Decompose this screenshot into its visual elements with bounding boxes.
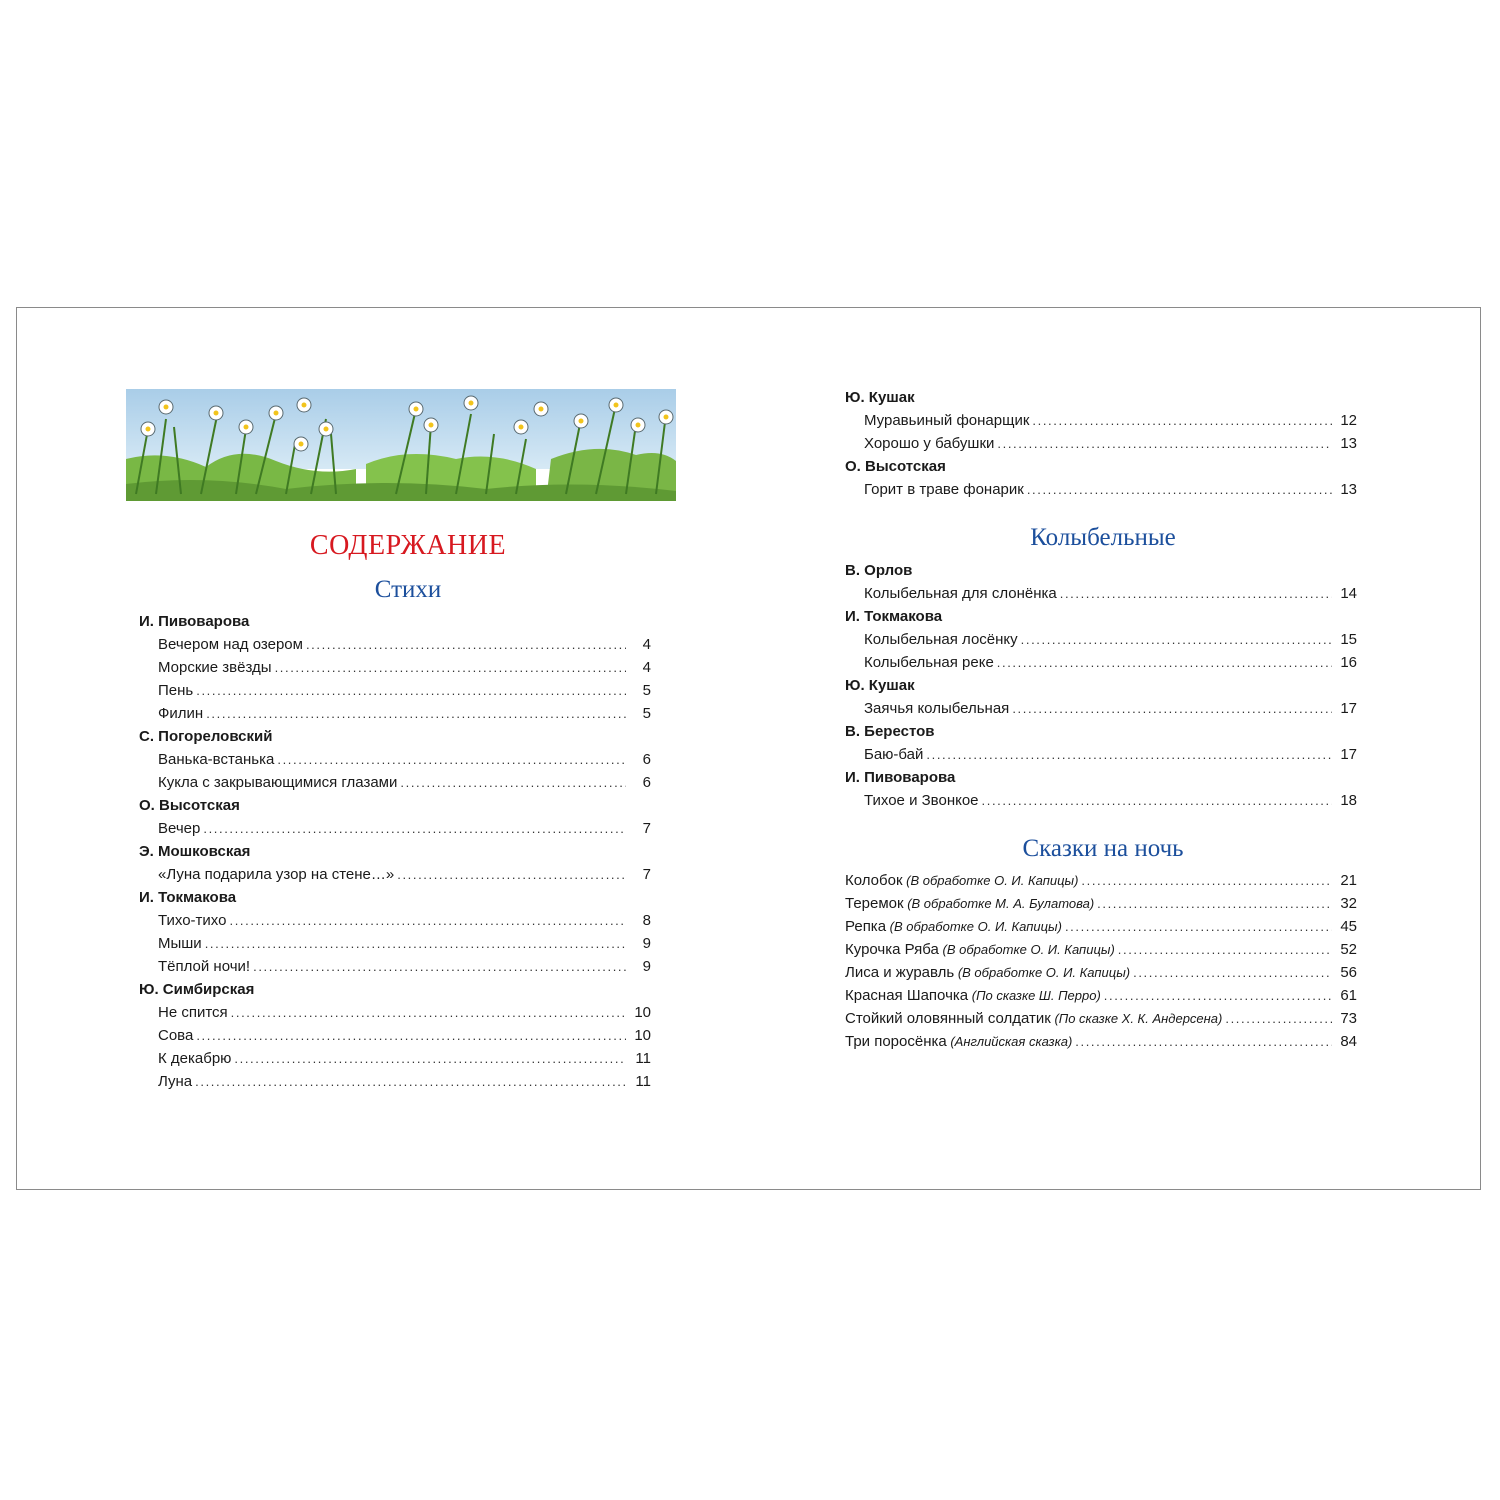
entry-page-number: 4	[642, 636, 651, 653]
toc-entry[interactable]	[845, 651, 1357, 674]
toc-entry[interactable]	[139, 748, 651, 771]
entry-page-number: 61	[1340, 987, 1357, 1004]
entry-note: (В обработке М. А. Булатова)	[903, 896, 1095, 911]
author-name: Ю. Кушак	[845, 389, 915, 406]
entry-title: Курочка Ряба	[845, 941, 939, 958]
entry-page-number: 9	[642, 958, 651, 975]
toc-entry[interactable]	[139, 1024, 651, 1047]
entry-page-number: 10	[634, 1004, 651, 1021]
toc-entry[interactable]	[139, 679, 651, 702]
dot-leader	[1021, 628, 1332, 651]
entry-title: Вечер	[158, 820, 201, 837]
entry-title: Тёплой ночи!	[158, 958, 251, 975]
entry-page-number: 6	[642, 751, 651, 768]
dot-leader	[1027, 478, 1332, 501]
dot-leader	[1104, 984, 1332, 1007]
entry-page-number: 11	[635, 1050, 651, 1067]
entry-page-number: 52	[1340, 941, 1357, 958]
dot-leader	[195, 1070, 626, 1093]
dot-leader	[397, 863, 626, 886]
entry-title: К декабрю	[158, 1050, 232, 1067]
entry-title: Три поросёнка	[845, 1033, 947, 1050]
toc-entry[interactable]	[139, 955, 651, 978]
entry-title: Теремок	[845, 895, 904, 912]
dot-leader	[229, 909, 626, 932]
author-name: В. Орлов	[845, 562, 913, 579]
toc-entry[interactable]	[845, 409, 1357, 432]
dot-leader	[275, 656, 626, 679]
entry-note: (По сказке Ш. Перро)	[968, 988, 1101, 1003]
entry-page-number: 7	[642, 820, 651, 837]
toc-entry[interactable]	[139, 656, 651, 679]
entry-page-number: 8	[642, 912, 651, 929]
dot-leader	[1118, 938, 1332, 961]
toc-entry[interactable]	[845, 628, 1357, 651]
entry-title: Колыбельная для слонёнка	[864, 585, 1057, 602]
toc-tales	[845, 869, 1357, 1053]
author-name: О. Высотская	[845, 458, 946, 475]
entry-title: Кукла с закрывающимися глазами	[158, 774, 398, 791]
toc-entry[interactable]	[845, 478, 1357, 501]
entry-title: Заячья колыбельная	[864, 700, 1010, 717]
toc-entry[interactable]	[845, 961, 1357, 984]
dot-leader	[206, 702, 626, 725]
author-name: И. Токмакова	[845, 608, 943, 625]
toc-poems-left	[139, 610, 651, 1093]
entry-title: Сова	[158, 1027, 194, 1044]
dot-leader	[400, 771, 626, 794]
dot-leader	[203, 817, 626, 840]
toc-entry[interactable]	[845, 789, 1357, 812]
toc-entry[interactable]	[845, 582, 1357, 605]
toc-entry[interactable]	[139, 909, 651, 932]
entry-title: Лиса и журавль	[845, 964, 955, 981]
entry-note: (По сказке Х. К. Андерсена)	[1050, 1011, 1223, 1026]
entry-title: Красная Шапочка	[845, 987, 969, 1004]
toc-entry[interactable]	[845, 869, 1357, 892]
dot-leader	[234, 1047, 626, 1070]
entry-page-number: 56	[1340, 964, 1357, 981]
dot-leader	[231, 1001, 626, 1024]
section-heading-poems: Стихи	[374, 576, 442, 603]
entry-title: Луна	[158, 1073, 193, 1090]
section-heading-lullabies: Колыбельные	[1030, 524, 1176, 551]
entry-title: Стойкий оловянный солдатик	[845, 1010, 1051, 1027]
entry-title: Вечером над озером	[158, 636, 303, 653]
toc-entry[interactable]	[139, 863, 651, 886]
toc-entry[interactable]	[845, 432, 1357, 455]
entry-title: Баю-бай	[864, 746, 924, 763]
toc-entry[interactable]	[139, 633, 651, 656]
entry-title: Морские звёзды	[158, 659, 272, 676]
author-name: С. Погореловский	[139, 728, 273, 745]
toc-entry[interactable]	[139, 932, 651, 955]
dot-leader	[277, 748, 626, 771]
entry-page-number: 5	[642, 705, 651, 722]
toc-lullabies	[845, 559, 1357, 812]
entry-page-number: 5	[642, 682, 651, 699]
entry-title: Муравьиный фонарщик	[864, 412, 1030, 429]
dot-leader	[1065, 915, 1332, 938]
dot-leader	[997, 651, 1332, 674]
toc-entry[interactable]	[139, 771, 651, 794]
entry-note: (В обработке О. И. Капицы)	[954, 965, 1131, 980]
entry-title: Колыбельная реке	[864, 654, 994, 671]
toc-entry[interactable]	[139, 1070, 651, 1093]
entry-note: (Английская сказка)	[946, 1034, 1073, 1049]
dot-leader	[1225, 1007, 1332, 1030]
author-name: Э. Мошковская	[139, 843, 251, 860]
entry-page-number: 18	[1340, 792, 1357, 809]
dot-leader	[1075, 1030, 1332, 1053]
toc-entry[interactable]	[845, 743, 1357, 766]
section-heading-tales: Сказки на ночь	[1022, 835, 1184, 862]
entry-page-number: 4	[642, 659, 651, 676]
page-title: СОДЕРЖАНИЕ	[309, 530, 507, 561]
entry-page-number: 7	[642, 866, 651, 883]
toc-entry[interactable]	[845, 697, 1357, 720]
dot-leader	[997, 432, 1332, 455]
entry-page-number: 14	[1340, 585, 1357, 602]
toc-entry[interactable]	[845, 915, 1357, 938]
entry-page-number: 21	[1340, 872, 1357, 889]
entry-title: Колыбельная лосёнку	[864, 631, 1018, 648]
dot-leader	[306, 633, 626, 656]
entry-title: Горит в траве фонарик	[864, 481, 1024, 498]
author-name: Ю. Кушак	[845, 677, 915, 694]
toc-entry[interactable]	[139, 1001, 651, 1024]
entry-title: «Луна подарила узор на стене…»	[158, 866, 395, 883]
dot-leader	[926, 743, 1332, 766]
toc-entry[interactable]	[139, 1047, 651, 1070]
dot-leader	[1133, 961, 1332, 984]
toc-entry[interactable]	[845, 1007, 1357, 1030]
toc-poems-right	[845, 386, 1357, 501]
entry-page-number: 9	[642, 935, 651, 952]
entry-page-number: 13	[1340, 481, 1357, 498]
entry-title: Пень	[158, 682, 194, 699]
toc-entry[interactable]	[845, 1030, 1357, 1053]
dot-leader	[253, 955, 626, 978]
entry-page-number: 13	[1340, 435, 1357, 452]
entry-title: Хорошо у бабушки	[864, 435, 995, 452]
entry-page-number: 6	[642, 774, 651, 791]
entry-page-number: 16	[1340, 654, 1357, 671]
entry-page-number: 10	[634, 1027, 651, 1044]
entry-title: Филин	[158, 705, 204, 722]
toc-entry[interactable]	[845, 892, 1357, 915]
toc-entry[interactable]	[139, 702, 651, 725]
toc-entry[interactable]	[845, 938, 1357, 961]
author-name: И. Пивоварова	[845, 769, 956, 786]
entry-title: Ванька-встанька	[158, 751, 275, 768]
author-name: Ю. Симбирская	[139, 981, 255, 998]
author-name: И. Токмакова	[139, 889, 237, 906]
entry-note: (В обработке О. И. Капицы)	[886, 919, 1062, 934]
dot-leader	[1060, 582, 1332, 605]
dot-leader	[1012, 697, 1332, 720]
toc-entry[interactable]	[845, 984, 1357, 1007]
toc-entry[interactable]	[139, 817, 651, 840]
dot-leader	[205, 932, 626, 955]
entry-title: Не спится	[158, 1004, 228, 1021]
entry-page-number: 11	[635, 1073, 651, 1090]
dot-leader	[196, 679, 626, 702]
dot-leader	[1032, 409, 1332, 432]
entry-page-number: 12	[1340, 412, 1357, 429]
entry-title: Тихое и Звонкое	[864, 792, 979, 809]
author-name: В. Берестов	[845, 723, 935, 740]
dot-leader	[1097, 892, 1332, 915]
entry-page-number: 17	[1340, 746, 1357, 763]
dot-leader	[1081, 869, 1332, 892]
entry-title: Колобок	[845, 872, 903, 889]
author-name: И. Пивоварова	[139, 613, 250, 630]
entry-page-number: 73	[1340, 1010, 1357, 1027]
entry-note: (В обработке О. И. Капицы)	[902, 873, 1079, 888]
entry-page-number: 17	[1340, 700, 1357, 717]
dot-leader	[982, 789, 1332, 812]
entry-page-number: 15	[1340, 631, 1357, 648]
entry-title: Репка	[845, 918, 887, 935]
entry-note: (В обработке О. И. Капицы)	[938, 942, 1115, 957]
daisy-meadow-illustration	[126, 389, 676, 501]
entry-page-number: 32	[1340, 895, 1357, 912]
dot-leader	[196, 1024, 626, 1047]
entry-title: Тихо-тихо	[158, 912, 227, 929]
entry-page-number: 45	[1340, 918, 1357, 935]
author-name: О. Высотская	[139, 797, 240, 814]
entry-page-number: 84	[1340, 1033, 1357, 1050]
entry-title: Мыши	[158, 935, 202, 952]
